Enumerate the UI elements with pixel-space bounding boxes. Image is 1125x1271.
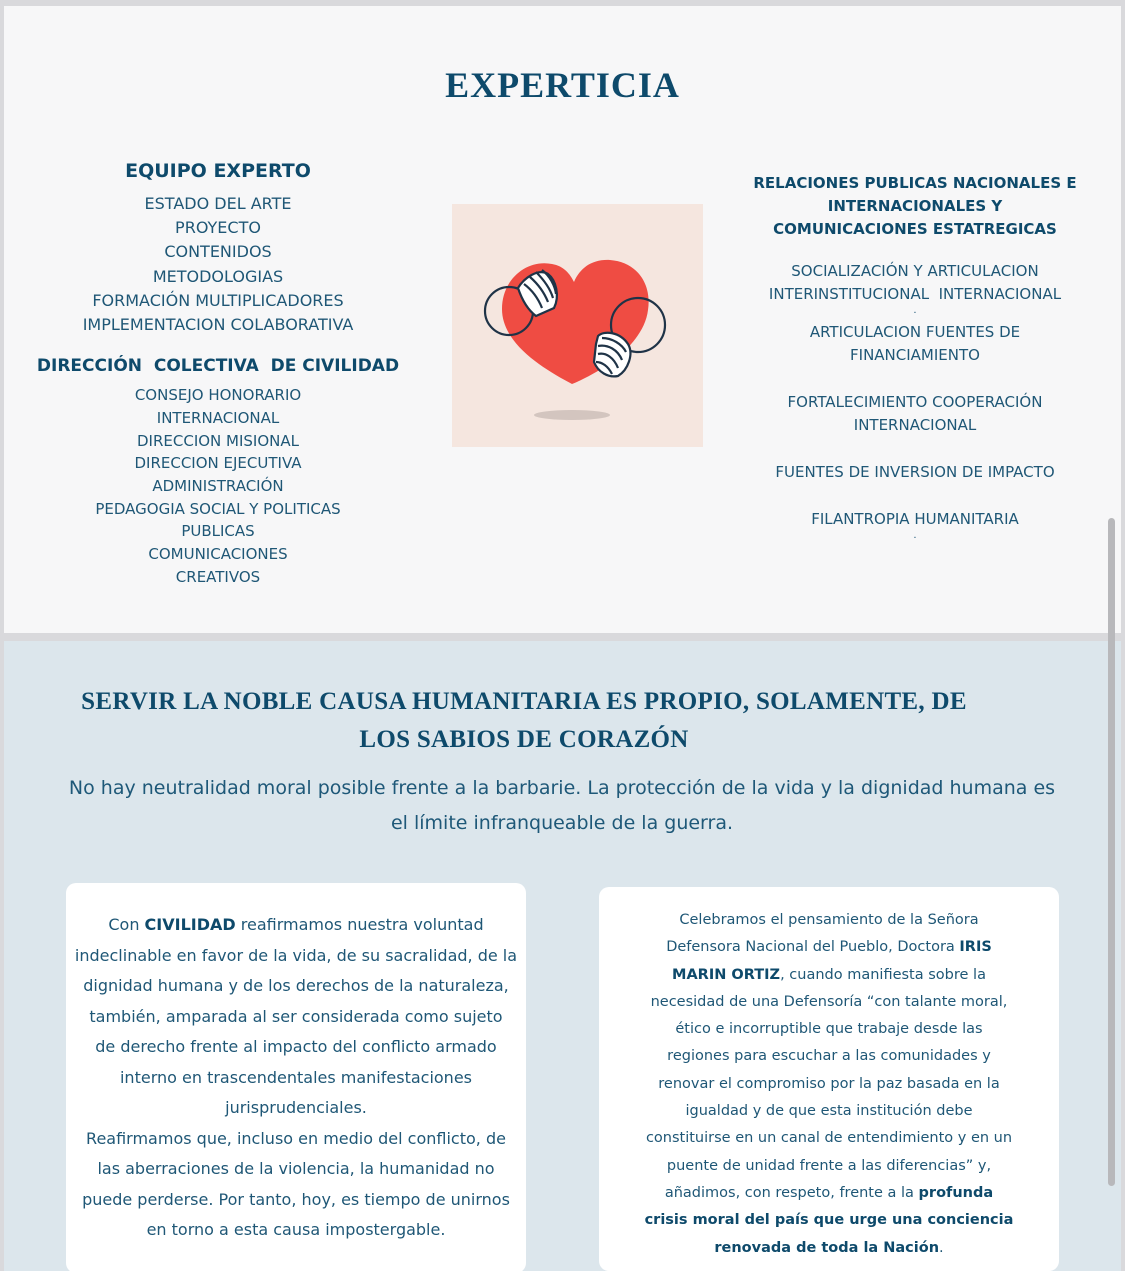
list-item: METODOLOGIAS	[152, 266, 284, 286]
separator-dot: .	[913, 305, 917, 316]
card-line: en torno a esta causa impostergable.	[146, 1220, 446, 1239]
list-item: INTERNACIONAL	[156, 408, 280, 427]
list-item: SOCIALIZACIÓN Y ARTICULACION	[791, 262, 1039, 280]
list-item: IMPLEMENTACION COLABORATIVA	[82, 315, 354, 335]
list-item: FINANCIAMIENTO	[850, 346, 980, 364]
card-line: también, amparada al ser considerada como sujeto	[89, 1006, 503, 1026]
bold-text: renovada de toda la Nación	[714, 1239, 940, 1256]
card-line: igualdad y de que esta institución debe	[685, 1103, 973, 1120]
ombudsman-card	[599, 887, 1059, 1271]
relations-group	[750, 461, 1080, 484]
card-line: dignidad humana y de los derechos de la naturaleza,	[83, 976, 509, 995]
card-line: necesidad de una Defensoría “con talante moral,	[650, 993, 1008, 1010]
card-line: indeclinable en favor de la vida, de su sacralidad, de la	[74, 945, 518, 965]
cause-subtitle	[54, 771, 1070, 841]
text: .	[939, 1239, 944, 1256]
card-line: regiones para escuchar a las comunidades y	[667, 1048, 991, 1065]
team-list	[24, 192, 412, 337]
list-item: FILANTROPIA HUMANITARIA	[811, 510, 1019, 528]
text: , cuando manifiesta sobre la	[780, 966, 986, 983]
card-line: de derecho frente al impacto del conflicto armado	[95, 1037, 497, 1056]
card-line	[609, 1207, 1049, 1234]
text: Con	[108, 915, 145, 934]
subtitle-line: No hay neutralidad moral posible frente a la barbarie. La protección de la vida y la dignidad humana es	[68, 777, 1056, 799]
expertise-section	[4, 6, 1121, 633]
list-item: PUBLICAS	[181, 522, 255, 541]
list-item: FUENTES DE INVERSION DE IMPACTO	[775, 463, 1055, 481]
card-line: ético e incorruptible que trabaje desde las	[675, 1021, 983, 1038]
title-line: LOS SABIOS DE CORAZÓN	[359, 726, 689, 753]
text: añadimos, con respeto, frente a la	[664, 1184, 919, 1201]
list-item: CONTENIDOS	[164, 242, 272, 262]
bold-text: profunda	[918, 1184, 994, 1201]
card-line: puente de unidad frente a las diferencias” y,	[666, 1157, 992, 1174]
direction-list	[24, 384, 412, 588]
list-item: CONSEJO HONORARIO	[134, 386, 302, 405]
list-item: DIRECCION MISIONAL	[137, 431, 299, 450]
relations-group	[750, 508, 1080, 541]
civility-card	[66, 883, 526, 1271]
card-line	[66, 910, 526, 941]
left-column	[24, 160, 412, 589]
relations-group	[750, 321, 1080, 367]
list-item: PEDAGOGIA SOCIAL Y POLITICAS	[95, 499, 341, 518]
card-line: Reafirmamos que, incluso en medio del conflicto, de	[86, 1128, 506, 1148]
page-scrollbar[interactable]	[1108, 518, 1115, 1186]
text: Defensora Nacional del Pueblo, Doctora	[666, 939, 960, 956]
separator-dot: .	[913, 530, 917, 541]
card-line: interno en trascendentales manifestaciones	[119, 1067, 472, 1087]
card-line: renovar el compromiso por la paz basada en la	[658, 1075, 1000, 1092]
list-item: INTERINSTITUCIONAL INTERNACIONAL	[768, 285, 1062, 303]
list-item: INTERNACIONAL	[853, 416, 977, 434]
card-line: las aberraciones de la violencia, la humanidad no	[97, 1159, 495, 1178]
cause-title	[74, 683, 974, 759]
heading-line: COMUNICACIONES ESTATREGICAS	[773, 220, 1057, 238]
card-line: jurisprudenciales.	[225, 1098, 367, 1117]
bold-text: IRIS	[959, 939, 992, 956]
card-line	[609, 962, 1049, 989]
list-item: DIRECCION EJECUTIVA	[134, 454, 302, 473]
relations-heading	[750, 172, 1080, 241]
heading-line: RELACIONES PUBLICAS NACIONALES E	[753, 174, 1077, 192]
list-item: FORMACIÓN MULTIPLICADORES	[92, 290, 344, 310]
bold-text: crisis moral del país que urge una conciencia	[644, 1212, 1014, 1229]
card-line	[609, 1180, 1049, 1207]
hugged-heart-icon	[452, 204, 703, 447]
heart-illustration	[452, 204, 703, 447]
card-line	[609, 1235, 1049, 1262]
list-item: ESTADO DEL ARTE	[144, 194, 292, 213]
list-item: COMUNICACIONES	[148, 545, 288, 564]
list-item: FORTALECIMIENTO COOPERACIÓN	[787, 393, 1043, 411]
text: reafirmamos nuestra voluntad	[235, 915, 484, 934]
list-item: PROYECTO	[175, 218, 261, 238]
list-item: ARTICULACION FUENTES DE	[809, 323, 1021, 341]
card-line: puede perderse. Por tanto, hoy, es tiempo de unirnos	[82, 1189, 510, 1209]
relations-group	[750, 391, 1080, 437]
bold-text: MARIN ORTIZ	[672, 966, 781, 983]
direction-heading: DIRECCIÓN COLECTIVA DE CIVILIDAD	[36, 356, 400, 377]
subtitle-line: el límite infranqueable de la guerra.	[390, 812, 734, 834]
cause-section	[4, 641, 1121, 1271]
list-item: ADMINISTRACIÓN	[152, 477, 284, 496]
team-heading: EQUIPO EXPERTO	[125, 160, 311, 182]
list-item: CREATIVOS	[175, 567, 261, 586]
heading-line: INTERNACIONALES Y	[827, 197, 1003, 215]
expertise-title: EXPERTICIA	[445, 65, 680, 105]
relations-group	[750, 260, 1080, 316]
right-column	[750, 172, 1080, 541]
bold-text: CIVILIDAD	[144, 915, 236, 934]
card-line: constituirse en un canal de entendimiento y en un	[645, 1130, 1013, 1147]
title-line: SERVIR LA NOBLE CAUSA HUMANITARIA ES PROPIO, SOLAMENTE, DE	[81, 688, 967, 715]
card-line: Celebramos el pensamiento de la Señora	[679, 912, 979, 928]
card-line	[609, 934, 1049, 961]
